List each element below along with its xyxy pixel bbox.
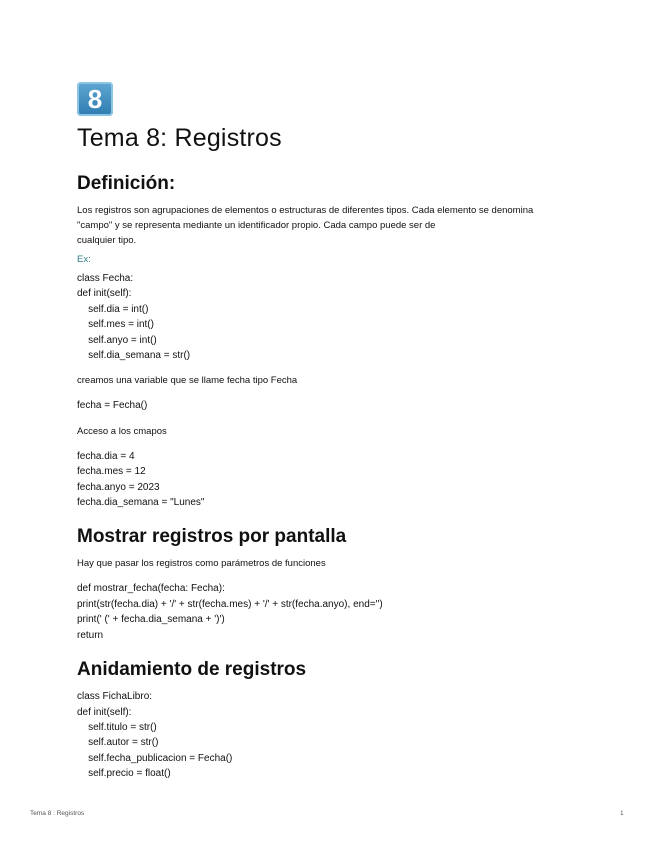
definition-line-3: cualquier tipo. xyxy=(77,235,137,246)
code-line: print(str(fecha.dia) + '/' + str(fecha.mes) + '/' + str(fecha.anyo), end='') xyxy=(77,598,383,610)
code-line: def mostrar_fecha(fecha: Fecha): xyxy=(77,583,225,595)
code-line: fecha.anyo = 2023 xyxy=(77,481,160,493)
code-block-class-fecha xyxy=(77,271,597,363)
document-page xyxy=(77,82,597,786)
code-line: def init(self): xyxy=(77,706,132,718)
code-line: print(' (' + fecha.dia_semana + ')') xyxy=(77,614,225,626)
code-line: fecha.dia = 4 xyxy=(77,450,135,462)
code-line: self.titulo = str() xyxy=(77,721,157,733)
example-label: Ex: xyxy=(77,254,91,265)
code-line: self.dia_semana = str() xyxy=(77,350,191,362)
text-pasar-registros: Hay que pasar los registros como parámetros de funciones xyxy=(77,558,326,570)
code-block-ficha-libro xyxy=(77,689,597,781)
code-line: self.mes = int() xyxy=(77,319,154,331)
code-line: self.autor = str() xyxy=(77,737,159,749)
code-line-fecha-instance: fecha = Fecha() xyxy=(77,400,148,412)
code-line: class FichaLibro: xyxy=(77,691,153,703)
text-acceso-campos: Acceso a los cmapos xyxy=(77,425,167,437)
heading-anidamiento: Anidamiento de registros xyxy=(77,659,307,681)
code-line: self.fecha_publicacion = Fecha() xyxy=(77,752,233,764)
footer-title: Tema 8 : Registros xyxy=(30,810,85,817)
code-line: fecha.dia_semana = "Lunes" xyxy=(77,497,205,509)
page-number: 1 xyxy=(620,810,624,817)
heading-definicion: Definición: xyxy=(77,173,176,194)
definition-line-1: Los registros son agrupaciones de elementos o estructuras de diferentes tipos. Cada elemento se denomina xyxy=(77,205,534,216)
code-block-mostrar-fecha xyxy=(77,581,597,643)
page-title: Tema 8: Registros xyxy=(77,124,282,152)
code-line: self.dia = int() xyxy=(77,303,149,315)
definition-line-2: "campo" y se representa mediante un identificador propio. Cada campo puede ser de xyxy=(77,220,436,231)
code-line: self.anyo = int() xyxy=(77,334,157,346)
code-line: return xyxy=(77,629,104,641)
heading-mostrar-registros: Mostrar registros por pantalla xyxy=(77,526,347,548)
keycap-8-icon: 8 xyxy=(77,82,113,116)
code-line: class Fecha: xyxy=(77,273,134,284)
code-block-field-access xyxy=(77,449,597,511)
code-line: self.precio = float() xyxy=(77,768,171,780)
code-line: def init(self): xyxy=(77,288,132,300)
code-line: fecha.mes = 12 xyxy=(77,466,146,478)
text-creamos-variable: creamos una variable que se llame fecha tipo Fecha xyxy=(77,375,298,387)
